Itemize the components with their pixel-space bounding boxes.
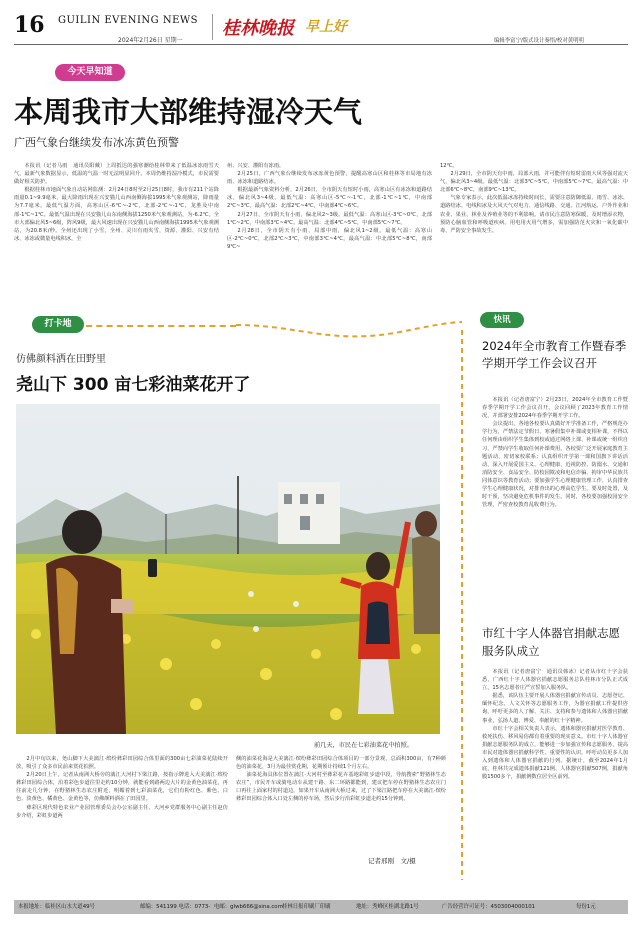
lead-paragraph: 12℃。 bbox=[440, 163, 458, 169]
feature-kicker: 仿佛颜料洒在田野里 bbox=[16, 354, 106, 365]
sidebar-story-1-headline: 2024年全市教育工作暨春季学期开学工作会议召开 bbox=[482, 339, 627, 370]
feature-photo bbox=[16, 404, 440, 734]
lead-paragraph: 根据桂林市地面气象自动站网监测：2月24日8时至2月25日8时，我市有211个站降雨量0.1~9.9毫米，最大降雨出现在兴安猫儿山西南侧海拔1995米气象观测站，降雨量为7.7毫米。最低气温方面，高寒山区-6℃~-2℃，北部-2℃~-1℃，龙胜及中南部-1℃~1℃。最低气温出现在兴安猫儿山东南侧海拔1250米气象观测站，为-6.2℃。全市大部偏北风5~6级，阵风9级，最大风速出现在兴安猫儿山西南侧海拔1995米气象观测站，为20.8米/秒。全州还出现了小雪，全州、灵川有雨夹雪，资源、灌阳、兴安有结冰、冰冻或微量电线积冰，全 bbox=[14, 187, 219, 242]
lead-column-2 bbox=[227, 162, 432, 312]
section-tag: 今天早知道 bbox=[55, 64, 125, 81]
feature-column-1 bbox=[16, 755, 228, 875]
footer-print-address: 地址：秀峰区桂湖北路1号 bbox=[356, 904, 419, 910]
sidebar-paragraph: 本报讯（记者唐富宁）2月23日，2024年全市教育工作暨春季学期开学工作会议召开，会议回顾了2023年教育工作情况，并部署安排2024年春季学期开学工作。 bbox=[482, 397, 628, 420]
sidebar-tag: 快讯 bbox=[480, 312, 524, 328]
sidebar-story-2-headline: 市红十字人体器官捐献志愿服务队成立 bbox=[482, 626, 620, 658]
feature-paragraph: 2月20日上午，记者从南洲大桥旁的漓江大河村下梁江路，按指示牌进入大美漓江·缤纷彝彩田园综合体，沿着彩色步道往里走约10分钟，就能看到路两边大片的金黄色油菜花，再往前走几分钟，在野猪林生态农庄附近，明媚着到七彩油菜花，它们有粉红色、紫色、白色、淡黄色、橘黄色、金黄色等，仿佛颜料洒在了田园里。 bbox=[16, 772, 228, 803]
sidebar-story-1-body bbox=[482, 396, 628, 614]
feature-column-2 bbox=[236, 755, 446, 847]
paper-logo: 桂林晚报 bbox=[222, 18, 294, 39]
feature-paragraph: 2月中旬以来，尧山脚下大美漓江·缤纷彝彩田园综合体里面的300亩七彩油菜花陆续开放，吸引了众多市民前来赏花拍照。 bbox=[16, 756, 228, 771]
masthead-rule bbox=[14, 44, 628, 45]
masthead bbox=[0, 0, 640, 46]
lead-paragraph: 州、兴安、灌阳有冻雨。 bbox=[227, 163, 285, 169]
sidebar-paragraph: 市红十字会相关负责人表示，遗体和器官捐献对医学教育、救死扶伤、移风易俗都有着重要的现实意义。市红十字人体器官捐献志愿服务队的成立，能够进一步加强宣传和志愿服务，提高市民对遗体器官捐献科学性、重要性的认识，呼吁动员更多人加入到遗体和人体器官捐献的行列。据统计，截至2024年1月底，桂林共完成遗体捐献121例、人体器官捐献507例，捐献角膜1500多个，捐献例数位居全区前列。 bbox=[482, 725, 628, 781]
dashed-frame-top-left bbox=[86, 325, 236, 327]
sidebar-story-2-body bbox=[482, 668, 628, 878]
lead-paragraph: 本报讯（记者马雨 通讯员阳戴）上周抵达的强寒潮给桂林带来了低温冰冻雨雪天气，最新气象数据显示，低温的气温一时无法明显回升，本周仍维持湿冷模式，市民需要做好相关防护。 bbox=[14, 163, 219, 186]
issue-date: 2024年2月26日 星期一 bbox=[118, 37, 183, 44]
rapeseed-field-photo bbox=[16, 404, 440, 734]
lead-subhead: 广西气象台继续发布冰冻黄色预警 bbox=[14, 136, 179, 149]
lead-paragraph: 2月28日，全市阴天有小雨，局部中雨，偏北风1~2级。最低气温：高寒山区-2℃~0℃，北部2℃~3℃，中南部3℃~4℃。最高气温：中北部5℃~8℃，南部9℃~ bbox=[227, 227, 432, 250]
lead-headline: 本周我市大部维持湿冷天气 bbox=[14, 95, 363, 129]
footer-email: 电邮：glwb666@sina.com bbox=[214, 904, 283, 910]
paper-english-name: GUILIN EVENING NEWS bbox=[58, 15, 199, 26]
footer-bar bbox=[14, 900, 628, 914]
feature-byline: 记者邢刚 文/摄 bbox=[368, 857, 416, 865]
masthead-divider bbox=[212, 14, 213, 40]
sidebar-paragraph: 本报讯（记者唐富宁 通讯员韩冰）记者从市红十字会获悉，广西红十字人体器官捐献志愿服务总队桂林市分队正式成立，15名志愿者庄严宣誓加入服务队。 bbox=[482, 669, 628, 692]
lead-column-1 bbox=[14, 162, 219, 312]
lead-paragraph: 2月27日，全市阴天有小雨，偏北风2~3级。最低气温：高寒山区-3℃~0℃，北部1℃~2℃，中南部3℃~4℃。最高气温：北部4℃~5℃，中南部5℃~7℃。 bbox=[227, 211, 432, 226]
footer-license: 广告经营许可证号：4503004000101 bbox=[442, 904, 536, 910]
feature-headline: 尧山下 300 亩七彩油菜花开了 bbox=[16, 375, 251, 395]
footer-address: 本报地址：临桂区山水大道49号 bbox=[18, 904, 95, 910]
footer-printer: 桂林日报印刷厂印刷 bbox=[282, 904, 331, 910]
feature-tag: 打卡地 bbox=[32, 316, 84, 333]
editor-credits: 编辑李富宁/版式设计秦悟/校对黄明明 bbox=[494, 38, 584, 44]
section-name: 早上好 bbox=[305, 19, 347, 35]
sidebar-paragraph: 据悉，该队伍主要开展人体器官捐献宣传动员、志愿登记、缅怀纪念、人文关怀等志愿服务工作，为器官捐献工作提供咨询，呼吁更多的人了解、关注、支持和参与遗体和人体器官捐献事业，弘扬人道、博爱、奉献的红十字精神。 bbox=[482, 693, 628, 724]
lead-paragraph: 2月29日，全市阴天有中雨，局部大雨，并可能伴有短时雷雨大风等强对流天气，偏北风3~4级。最低气温：北部3℃~5℃，中南部5℃~7℃。最高气温：中北部6℃~8℃，南部9℃~13℃。 bbox=[440, 171, 628, 194]
lead-paragraph: 气象专家表示，此次低温冰冻持续时间长，需要注意防御低温、雨雪、冰冻、道路结冰、电线积冰及大风天气对电力、通信线路、交通、江河航运、户外作业和农业、果业、林业及养殖业等的不利影响。请市民注意防寒保暖，及时增添衣物，预防心脑血管和呼吸道疾病。用电用火用气增多，需加强防范火灾和一氧化碳中毒，严防安全事故发生。 bbox=[440, 195, 628, 234]
footer-phone: 邮编：541199 电话：0773- bbox=[140, 904, 211, 910]
photo-caption: 前几天，市民在七彩油菜花中拍照。 bbox=[314, 742, 413, 749]
lead-paragraph: 2月25日，广西气象台继续发布冰冻黄色预警，提醒高寒山区和桂林等市局地有冻雨、冰冻和道路结冰。 bbox=[227, 171, 432, 186]
page-number: 16 bbox=[14, 12, 45, 38]
lead-paragraph: 根据最新气象资料分析，2月26日，全市阴天有短时小雨，高寒山区有冰冻和道路结冰，偏北风3~4级。最低气温：高寒山区-5℃~-1℃，北部-1℃~1℃，中南部2℃~3℃。最高气温：北部2℃~4℃，中南部4℃~6℃。 bbox=[227, 187, 432, 210]
feature-paragraph: 彝彩区现代特色农业产业园管理委员会办公室副主任、大河乡党群服务中心副主任赵仿步介绍，彩虹步道两 bbox=[16, 804, 228, 819]
feature-paragraph: 侧的油菜花海是大美漓江·缤纷彝彩田园综合体项目的一部分景观，总面积300亩，有7种颜色的油菜花，3月为最佳赏花期，花期预计持续1个月左右。 bbox=[236, 756, 446, 771]
lead-column-3 bbox=[440, 162, 628, 312]
sidebar-paragraph: 会议提出，各地各校要认真做好开学准备工作，严格规范办学行为，严禁法定节假日、寒暑假集中补课或变相补课，不得以任何理由组织学生集体到校或通过网络上课、补课或统一组织自习，严禁向学生收取任何补课费用。各校要广泛开展家庭教育主题活动，密切家校联系；认真组织开学第一课和国旗下讲话活动，深入开展爱国主义、心理健康、近视防控、防溺水、交通和消防安全、食品安全、防校园欺凌和电信诈骗、拘审中华民族共同体意识等教育活动；要加强学生心理健康管理工作，认真排查学生心理健康状况，对排查出的心理高危学生，要及时处置，及时干预，坚决避免危机事件的发生。同时，各校要加强校园安全管理，严密查校教育乱收费行为。 bbox=[482, 421, 628, 509]
footer-price: 每份1元 bbox=[576, 904, 596, 910]
feature-paragraph: 油菜花海具体位置在漓江·大河村至彝彩花卉基地彩虹步道中段，导航搜索“野猪林生态农庄”，市民开车或骑电动车从建干路、东二环路都能到，建议把车停在野猪林生态农庄门口再往上面家村的村道边。如果开车从南洲大桥过来，过了下梁江路把车停在大美漓江·缤纷彝彩田园综合体入口处左侧的停车场，然后步行沿彩虹步道走约15分钟到。 bbox=[236, 772, 446, 803]
